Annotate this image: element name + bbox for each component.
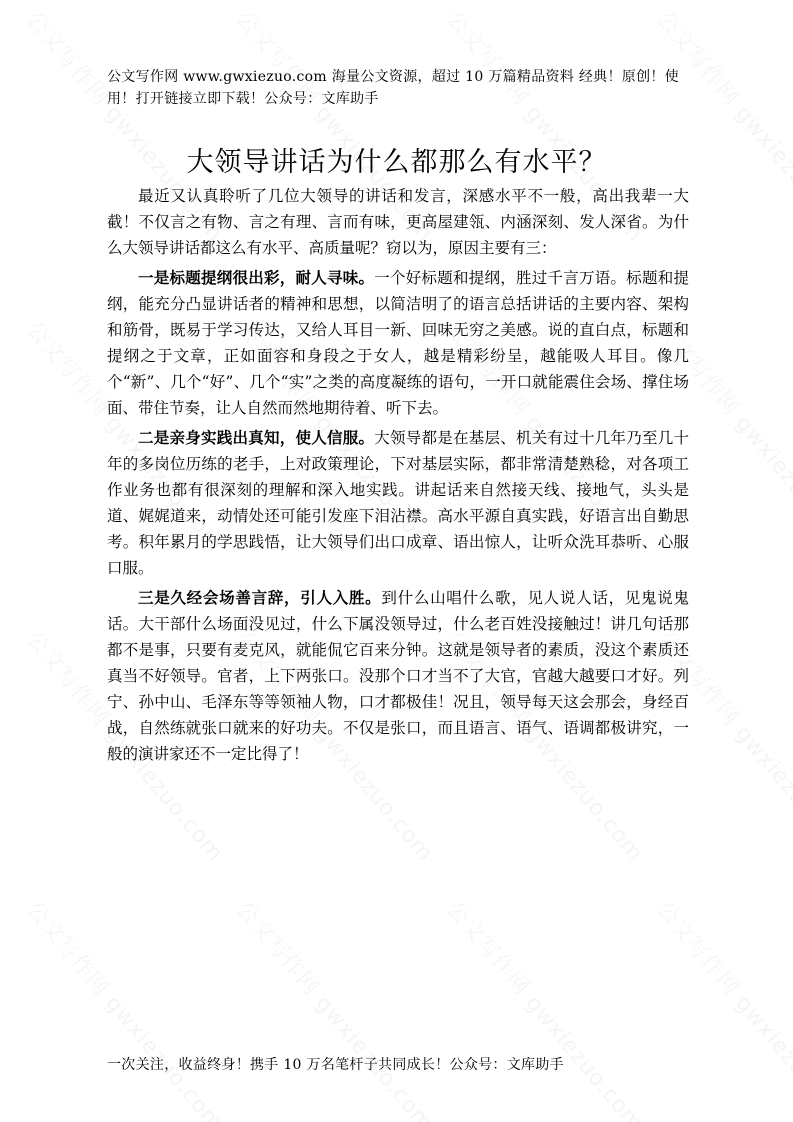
point-text-3: 到什么山唱什么歌，见人说人话，见鬼说鬼话。大干部什么场面没见过，什么下属没领导过，什么老百姓没接触过！讲几句话那都不是事，只要有麦克风，就能侃它百来分钟。这就是领导者的素质，没这个素质还真当不好领导。官者，上下两张口。没那个口才当不了大官，官越大越要口才好。列宁、孙中山、毛泽东等等领袖人物，口才都极佳！况且，领导每天这会那会，身经百战，自然练就张口就来的好功夫。不仅是张口，而且语言、语气、语调都极讲究，一般的演讲家还不一定比得了！ bbox=[107, 589, 689, 763]
point-paragraph-2 bbox=[107, 425, 689, 581]
point-text-2: 大领导都是在基层、机关有过十几年乃至几十年的多岗位历练的老手，上对政策理论，下对基层实际，都非常清楚熟稔，对各项工作业务也都有很深刻的理解和深入地实践。讲起话来自然接天线、接地气，头头是道、娓娓道来，动情处还可能引发座下泪沾襟。高水平源自真实践，好语言出自勤思考。积年累月的学思践悟，让大领导们出口成章、语出惊人，让听众洗耳恭听、心服口服。 bbox=[107, 429, 689, 577]
footer-note: 一次关注，收益终身！携手 10 万名笔杆子共同成长！公众号：文库助手 bbox=[107, 1057, 564, 1073]
point-paragraph-3 bbox=[107, 585, 689, 767]
article-body bbox=[107, 183, 689, 771]
watermark-text bbox=[650, 894, 793, 1122]
watermark-text bbox=[440, 894, 652, 1122]
header-note: 公文写作网 www.gwxiezuo.com 海量公文资源，超过 10 万篇精品资料 经典！原创！使用！打开链接立即下载！公众号：文库助手 bbox=[107, 69, 679, 107]
intro-paragraph: 最近又认真聆听了几位大领导的讲话和发言，深感水平不一般，高出我辈一大截！不仅言之有物、言之有理、言而有味，更高屋建瓴、内涵深刻、发人深省。为什么大领导讲话都这么有水平、高质量呢？窃以为，原因主要有三： bbox=[107, 187, 689, 257]
page-title: 大领导讲话为什么都那么有水平？ bbox=[186, 147, 607, 178]
point-heading-1: 一是标题提纲很出彩，耐人寻味。 bbox=[138, 269, 375, 287]
point-heading-3: 三是久经会场善言辞，引人入胜。 bbox=[138, 589, 382, 607]
point-paragraph-1 bbox=[107, 265, 689, 421]
point-text-1: 一个好标题和提纲，胜过千言万语。标题和提纲，能充分凸显讲话者的精神和思想，以简洁明了的语言总括讲话的主要内容、架构和筋骨，既易于学习传达，又给人耳目一新、回味无穷之美感。说的直白点，标题和提纲之于文章，正如面容和身段之于女人，越是精彩纷呈，越能吸人耳目。像几个“新”、几个“好”、几个“实”之类的高度凝练的语句，一开口就能震住会场、撑住场面、带住节奏，让人自然而然地期待着、听下去。 bbox=[107, 269, 689, 417]
watermark-text bbox=[20, 894, 232, 1122]
watermark-text bbox=[230, 894, 442, 1122]
point-heading-2: 二是亲身实践出真知，使人信服。 bbox=[138, 429, 375, 447]
